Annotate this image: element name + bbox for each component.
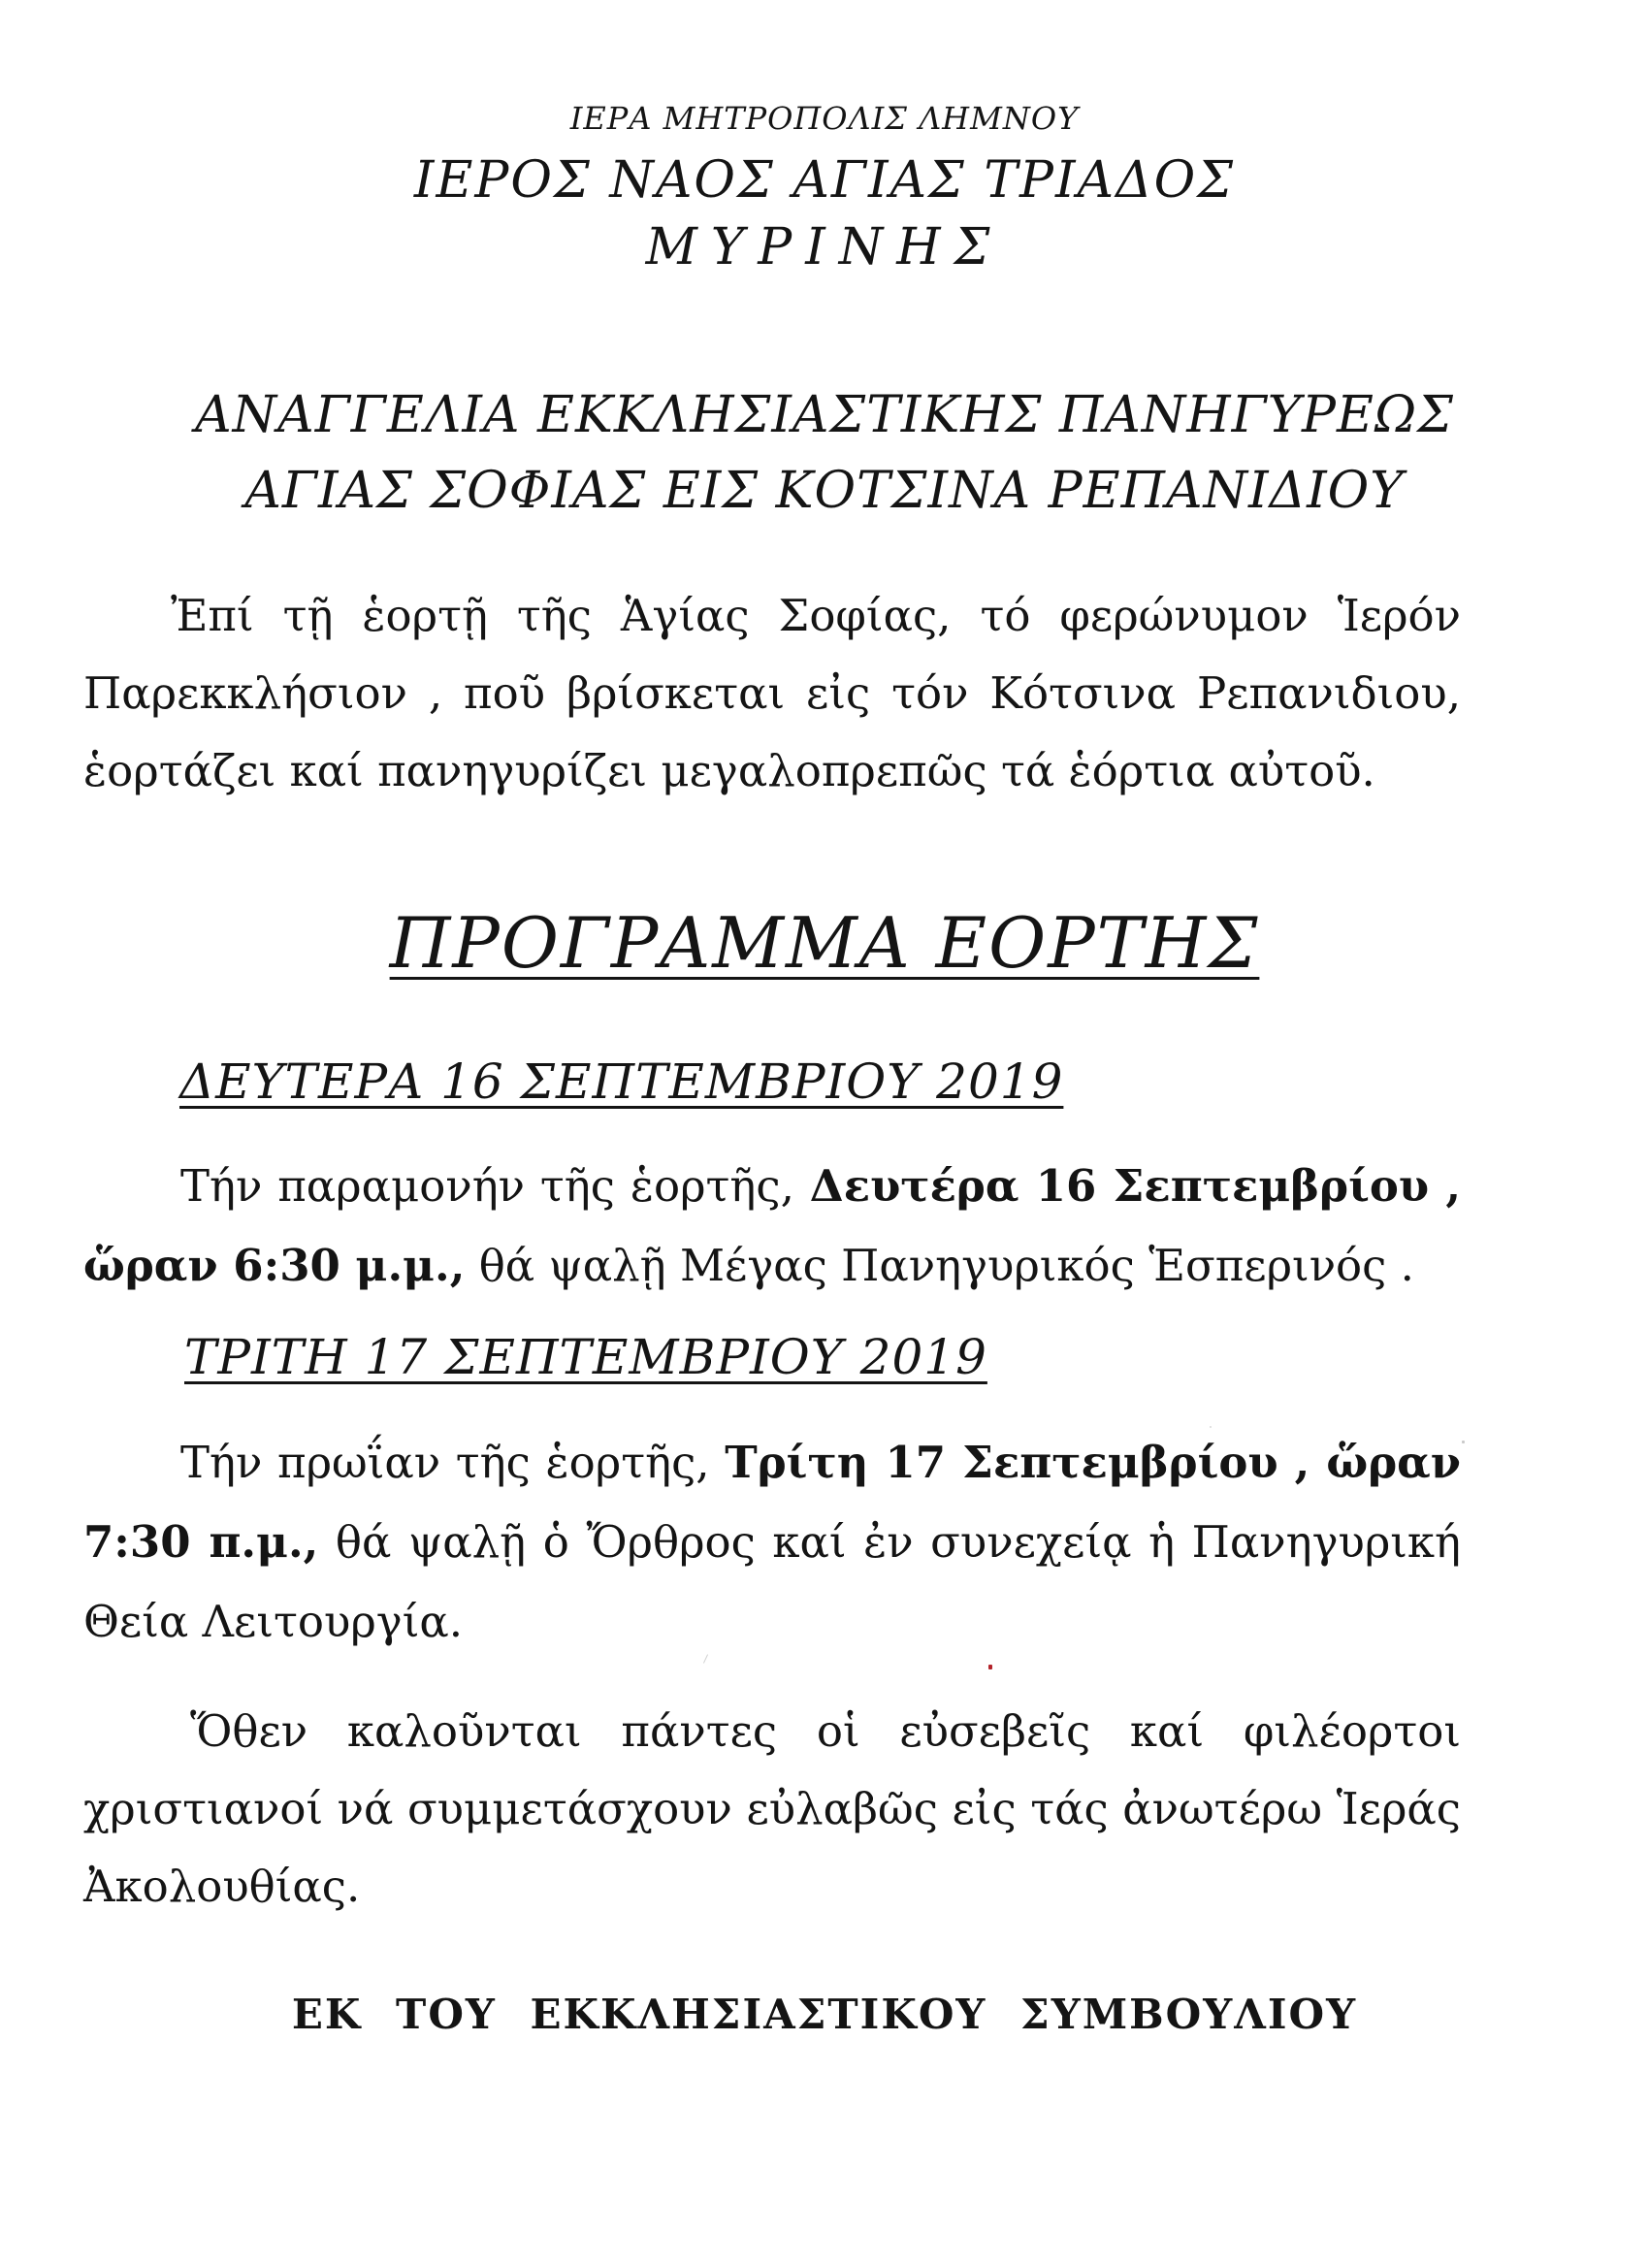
day2-heading: ΤΡΙΤΗ 17 ΣΕΠΤΕΜΒΡΙΟΥ 2019: [184, 1329, 987, 1385]
day2-text-a: Τήν πρωΐαν τῆς ἑορτῆς,: [180, 1437, 726, 1488]
scan-speck: [1462, 1441, 1465, 1443]
day1-heading: ΔΕΥΤΕΡΑ 16 ΣΕΠΤΕΜΒΡΙΟΥ 2019: [179, 1053, 1064, 1110]
scan-speck: [1210, 1426, 1212, 1428]
metropolis-heading: ΙΕΡΑ ΜΗΤΡΟΠΟΛΙΣ ΛΗΜΝΟΥ: [569, 100, 1080, 137]
program-title: ΠΡΟΓΡΑΜΜΑ ΕΟΡΤΗΣ: [389, 902, 1260, 984]
day1-bold-time: ὥραν 6:30 μ.μ.,: [83, 1240, 466, 1291]
signature-line: ΕΚ ΤΟΥ ΕΚΚΛΗΣΙΑΣΤΙΚΟΥ ΣΥΜΒΟΥΛΙΟΥ: [291, 1991, 1358, 2038]
scan-speck: [988, 1665, 992, 1669]
day2-text-b: θά ψαλῇ ὁ Ὄρθρος καί ἐν συνεχείᾳ ἡ Πανηγυρική Θεία Λειτουργία.: [83, 1516, 1461, 1647]
day1-schedule: [83, 1147, 1461, 1306]
day1-text-c: θά ψαλῇ Μέγας Πανηγυρικός Ἑσπερινός .: [465, 1240, 1414, 1291]
day2-schedule: [83, 1423, 1461, 1662]
announcement-title-line-2: ΑΓΙΑΣ ΣΟΦΙΑΣ ΕΙΣ ΚΟΤΣΙΝΑ ΡΕΠΑΝΙΔΙΟΥ: [244, 462, 1405, 520]
intro-paragraph: Ἐπί τῇ ἑορτῇ τῆς Ἁγίας Σοφίας, τό φερώνυμον Ἱερόν Παρεκκλήσιον , ποῦ βρίσκεται εἰς τόν Κότσινα Ρεπανιδιου, ἑορτάζει καί πανηγυρίζει μεγαλοπρεπῶς τά ἑόρτια αὐτοῦ.: [83, 590, 1461, 796]
day1-text-a: Τήν παραμονήν τῆς ἑορτῆς,: [180, 1160, 810, 1212]
town-heading: ΜΥΡΙΝΗΣ: [645, 218, 1004, 276]
day2-bold-date: Τρίτη 17 Σεπτεμβρίου , ὥραν 7:30 π.μ.,: [83, 1437, 1461, 1568]
invitation-paragraph: Ὅθεν καλοῦνται πάντες οἱ εὐσεβεῖς καί φιλέορτοι χριστιανοί νά συμμετάσχουν εὐλαβῶς εἰς τάς ἀνωτέρω Ἱεράς Ἀκολουθίας.: [83, 1705, 1461, 1912]
church-heading: ΙΕΡΟΣ ΝΑΟΣ ΑΓΙΑΣ ΤΡΙΑΔΟΣ: [413, 151, 1236, 210]
day1-bold-date: Δευτέρα 16 Σεπτεμβρίου ,: [809, 1160, 1461, 1212]
announcement-title-line-1: ΑΝΑΓΓΕΛΙΑ ΕΚΚΛΗΣΙΑΣΤΙΚΗΣ ΠΑΝΗΓΥΡΕΩΣ: [195, 386, 1454, 444]
